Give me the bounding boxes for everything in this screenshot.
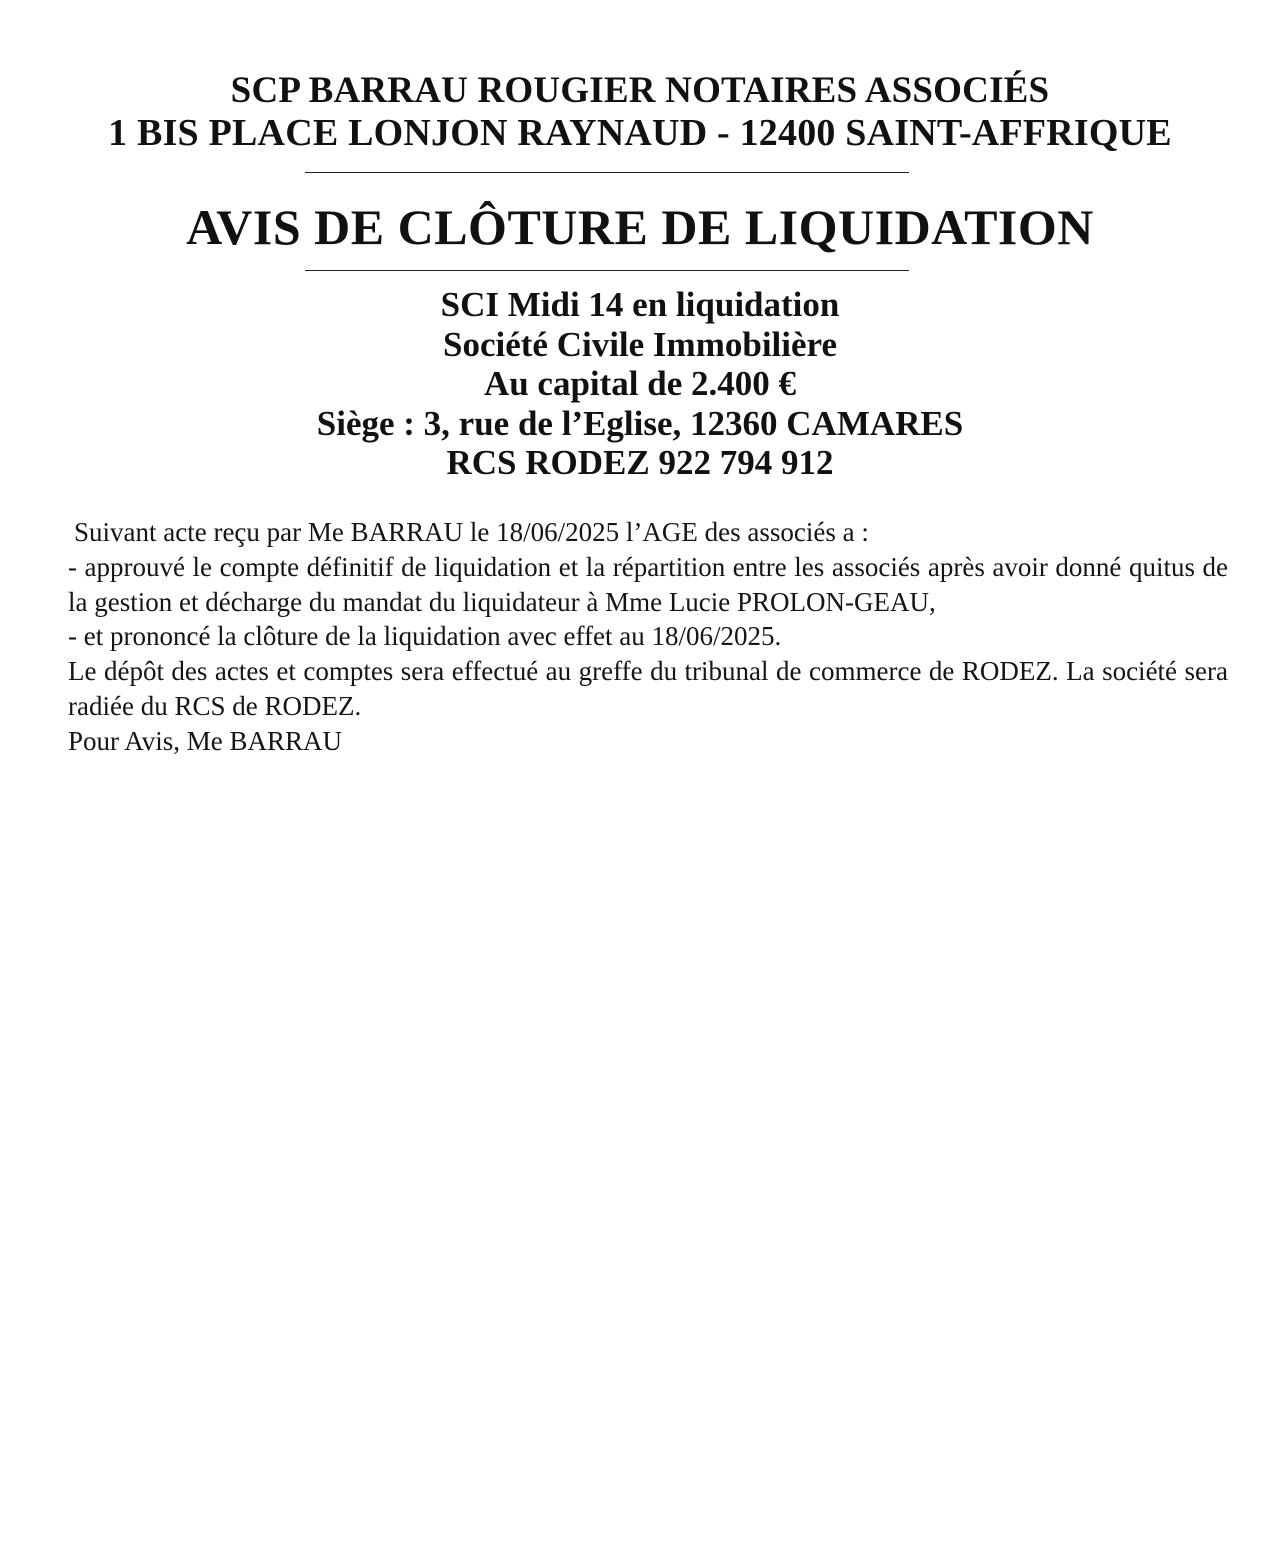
top-divider [305,172,909,173]
notice-body [68,515,1228,759]
company-form: Société Civile Immobilière [443,324,837,364]
company-name: SCI Midi 14 en liquidation [440,285,840,324]
notary-address: 1 BIS PLACE LONJON RAYNAUD - 12400 SAINT-AFFRIQUE [108,112,1172,154]
company-block [0,285,1280,483]
body-paragraph-filing: Le dépôt des actes et comptes sera effectué au greffe du tribunal de commerce de RODEZ. La société sera radiée du RCS de RODEZ. [68,656,1228,721]
notice-title: AVIS DE CLÔTURE DE LIQUIDATION [186,199,1094,255]
body-signature: Pour Avis, Me BARRAU [68,725,343,756]
body-paragraph-approval: - approuvé le compte définitif de liquidation et la répartition entre les associés après avoir donné quitus de la gestion et décharge du mandat du liquidateur à Mme Lucie PROLON-GEAU, [68,551,1228,617]
body-paragraph-closure: - et prononcé la clôture de la liquidation avec effet au 18/06/2025. [68,621,782,652]
bottom-divider [305,270,909,271]
notary-firm-name: SCP BARRAU ROUGIER NOTAIRES ASSOCIÉS [230,70,1050,111]
company-seat: Siège : 3, rue de l’Eglise, 12360 CAMARES [316,403,964,443]
notary-header [0,70,1280,154]
body-paragraph-intro: Suivant acte reçu par Me BARRAU le 18/06/2025 l’AGE des associés a : [74,517,869,547]
company-capital: Au capital de 2.400 € [483,364,797,403]
company-rcs: RCS RODEZ 922 794 912 [446,443,834,482]
